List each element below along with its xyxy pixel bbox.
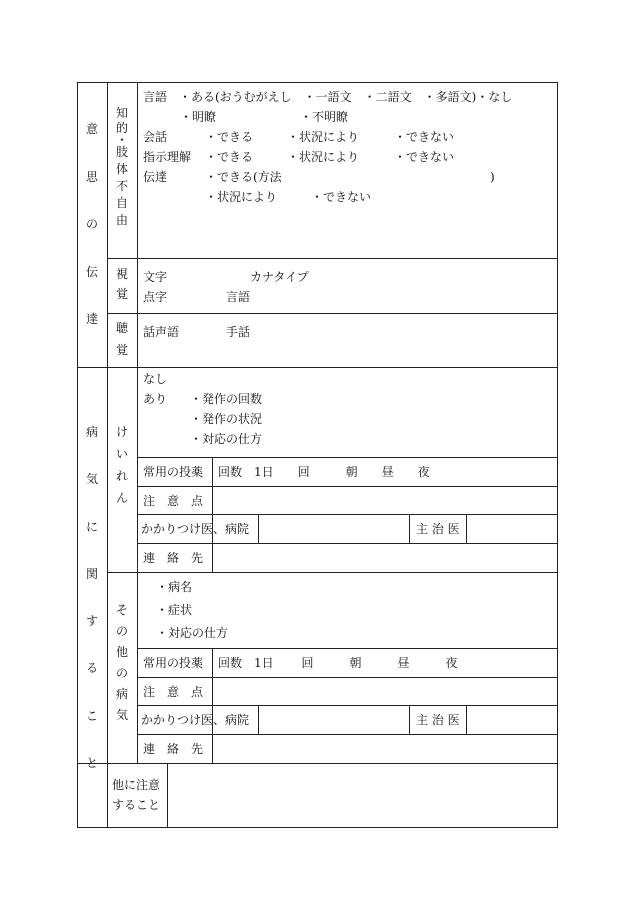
column-divider xyxy=(258,705,259,734)
row-divider xyxy=(137,734,558,735)
shiji-option: ・状況により xyxy=(287,150,360,164)
shiji-option: ・できない xyxy=(394,150,455,164)
shuji-label: 主 治 医 xyxy=(416,522,460,536)
column-divider xyxy=(107,82,108,763)
column-divider xyxy=(212,648,213,763)
subheader-choukaku: 聴 覚 xyxy=(115,321,128,357)
column-divider xyxy=(409,705,410,734)
subheader-chiteki: 知 的 ・ 肢 体 不 自 由 xyxy=(115,106,128,227)
subheader-sonota: そ の 他 の 病 気 xyxy=(115,603,128,722)
column-divider xyxy=(107,763,108,828)
row-divider xyxy=(137,677,558,678)
hoka-label: 他に注意 xyxy=(112,778,161,792)
row-divider xyxy=(137,543,558,544)
meiryo-row: ・明瞭 ・不明瞭 xyxy=(180,110,349,124)
toyaku-value: 回数 1日 回 朝 昼 夜 xyxy=(218,656,458,670)
subheader-shikaku: 視 覚 xyxy=(115,267,128,301)
sonota-item: ・病名 xyxy=(156,580,193,594)
toyaku-value: 回数 1日 回 朝 昼 夜 xyxy=(218,465,430,479)
dentatsu-paren: ) xyxy=(490,170,495,184)
kaiwa-option: ・できる xyxy=(205,130,254,144)
toyaku-label: 常用の投薬 xyxy=(143,465,204,479)
gengo-row: 言語 ・ある(おうむがえし ・一語文 ・二語文 ・多語文)・なし xyxy=(143,90,513,104)
sonota-item: ・対応の仕方 xyxy=(156,626,229,640)
column-divider xyxy=(137,82,138,763)
shiji-label: 指示理解 xyxy=(143,150,192,164)
row-divider xyxy=(107,258,558,259)
row-divider xyxy=(107,313,558,314)
keiren-item: ・対応の仕方 xyxy=(190,432,263,446)
column-divider xyxy=(466,514,467,543)
column-divider xyxy=(167,763,168,828)
section-header-ishi: 意 思 の 伝 達 xyxy=(85,122,98,326)
column-divider xyxy=(258,514,259,543)
tenji-label: 点字 xyxy=(143,290,168,304)
gengo-option: 言語 xyxy=(226,290,251,304)
chui-label: 注 意 点 xyxy=(143,685,204,699)
ari-option: あり xyxy=(143,392,168,406)
toyaku-label: 常用の投薬 xyxy=(143,656,204,670)
kakari-label: かかりつけ医、病院 xyxy=(141,713,250,727)
hoka-label: すること xyxy=(112,798,161,812)
row-divider xyxy=(137,705,558,706)
renraku-label: 連 絡 先 xyxy=(143,742,204,756)
shuji-label: 主 治 医 xyxy=(416,713,460,727)
kaiwa-option: ・状況により xyxy=(287,130,360,144)
column-divider xyxy=(466,705,467,734)
row-divider xyxy=(137,514,558,515)
nashi-option: なし xyxy=(143,372,168,386)
sonota-item: ・症状 xyxy=(156,603,193,617)
dentatsu-option: ・できない xyxy=(311,190,372,204)
kana-option: カナタイプ xyxy=(250,270,309,284)
keiren-item: ・発作の状況 xyxy=(190,412,263,426)
wasei-label: 話声語 xyxy=(143,325,180,339)
column-divider xyxy=(409,514,410,543)
row-divider xyxy=(137,648,558,649)
shuwa-option: 手話 xyxy=(226,325,251,339)
section-divider xyxy=(77,763,558,764)
section-header-byouki: 病 気 に 関 す る こ と xyxy=(85,425,98,770)
shiji-option: ・できる xyxy=(205,150,254,164)
row-divider xyxy=(107,572,558,573)
row-divider xyxy=(137,486,558,487)
dentatsu-option: ・状況により xyxy=(205,190,278,204)
row-divider xyxy=(137,457,558,458)
column-divider xyxy=(212,457,213,572)
dentatsu-option: ・できる(方法 xyxy=(205,170,282,184)
section-divider xyxy=(77,367,558,368)
keiren-item: ・発作の回数 xyxy=(190,392,263,406)
kaiwa-label: 会話 xyxy=(143,130,168,144)
kakari-label: かかりつけ医、病院 xyxy=(141,522,250,536)
moji-label: 文字 xyxy=(143,270,168,284)
kaiwa-option: ・できない xyxy=(394,130,455,144)
renraku-label: 連 絡 先 xyxy=(143,551,204,565)
chui-label: 注 意 点 xyxy=(143,494,204,508)
dentatsu-label: 伝達 xyxy=(143,170,168,184)
subheader-keiren: け い れ ん xyxy=(115,425,128,505)
